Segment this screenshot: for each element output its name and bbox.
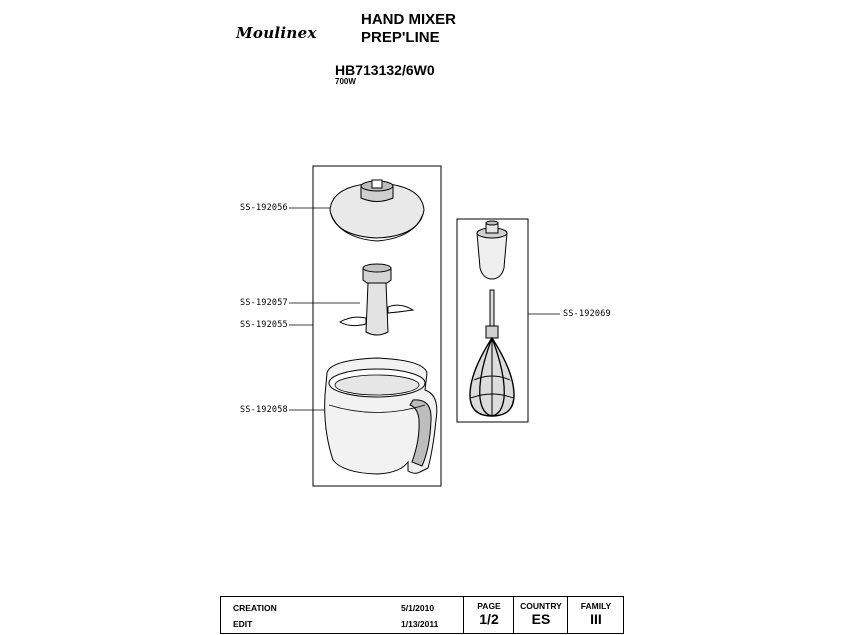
edit-date: 1/13/2011 [401,619,439,629]
edit-label: EDIT [233,619,253,629]
blade-drawing [340,264,413,335]
family-cell [567,597,624,633]
whisk-coupler-drawing [477,221,507,279]
title-line-2: PREP'LINE [361,29,440,46]
power-rating: 700W [335,77,356,86]
part-label-chopper-set: SS-192055 [240,320,288,330]
model-number: HB713132/6W0 [335,62,435,78]
page-value: 1/2 [479,611,499,627]
brand-logo: Moulinex [236,24,317,42]
part-label-blade: SS-192057 [240,298,288,308]
lid-drawing [330,180,424,241]
family-label: FAMILY [580,601,612,611]
bowl-drawing [325,358,437,474]
country-label: COUNTRY [520,601,562,611]
part-label-whisk: SS-192069 [563,309,611,319]
creation-label: CREATION [233,603,277,613]
family-value: III [590,611,602,627]
page-label: PAGE [477,601,501,611]
title-line-1: HAND MIXER [361,11,457,28]
country-value: ES [531,611,551,627]
whisk-drawing [470,290,514,416]
creation-date: 5/1/2010 [401,603,435,613]
part-label-bowl: SS-192058 [240,405,288,415]
part-label-lid: SS-192056 [240,203,288,213]
footer-info-table [220,596,624,634]
country-cell [513,597,568,633]
page-cell [463,597,514,633]
